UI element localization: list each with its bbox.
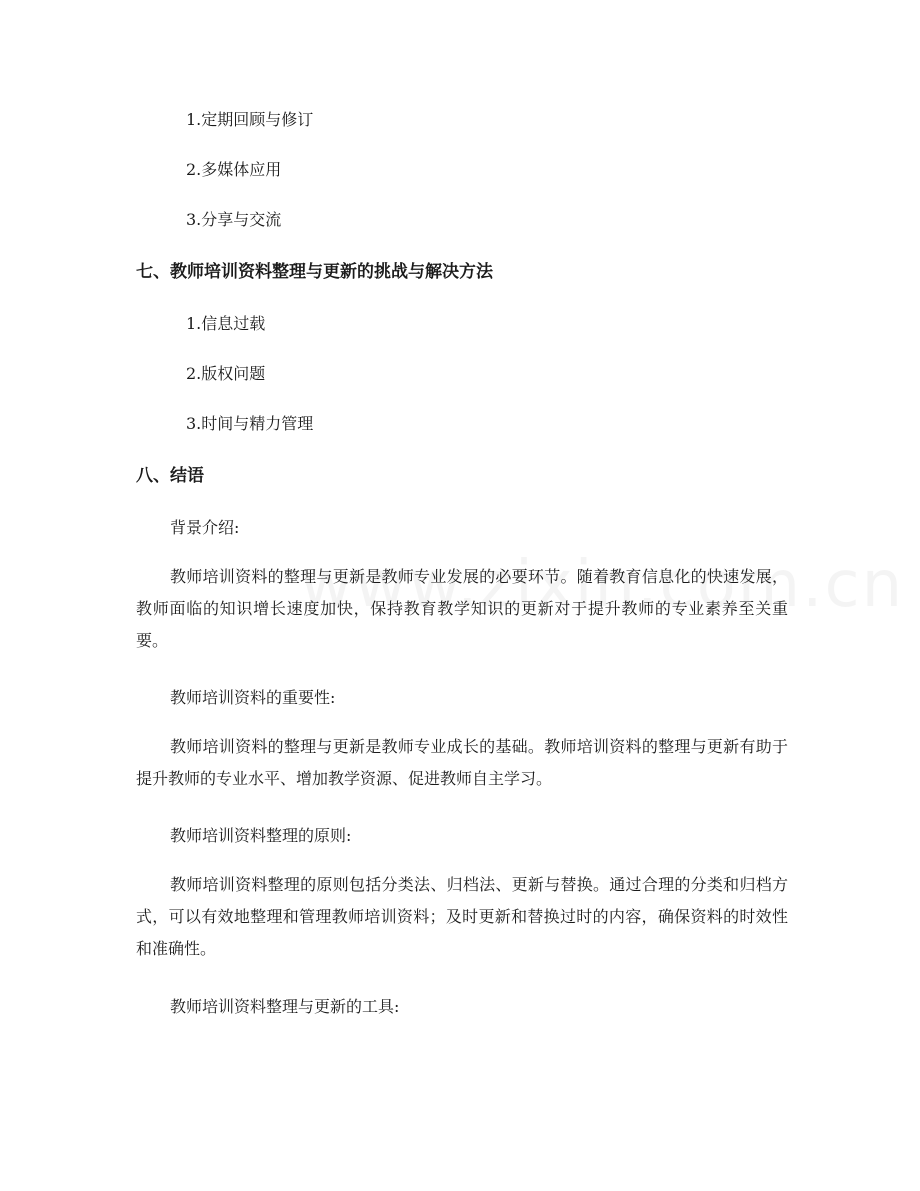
list-item: 3.分享与交流 [186, 210, 282, 229]
list-item: 1.信息过载 [186, 314, 266, 333]
paragraph: 教师培训资料整理的原则包括分类法、归档法、更新与替换。通过合理的分类和归档方式，可以有效地整理和管理教师培训资料；及时更新和替换过时的内容，确保资料的时效性和准确性。 [136, 875, 788, 958]
paragraph: 教师培训资料的整理与更新是教师专业成长的基础。教师培训资料的整理与更新有助于提升教师的专业水平、增加教学资源、促进教师自主学习。 [136, 737, 788, 788]
list-item: 2.多媒体应用 [186, 160, 282, 179]
paragraph-label: 背景介绍: [170, 518, 240, 537]
paragraph-label: 教师培训资料的重要性: [170, 688, 336, 707]
paragraph-label: 教师培训资料整理与更新的工具: [170, 997, 400, 1016]
section-heading: 八、结语 [136, 466, 204, 486]
paragraph-label: 教师培训资料整理的原则: [170, 826, 352, 845]
list-item: 1.定期回顾与修订 [186, 110, 314, 129]
list-item: 2.版权问题 [186, 364, 266, 383]
paragraph: 教师培训资料的整理与更新是教师专业发展的必要环节。随着教育信息化的快速发展，教师面临的知识增长速度加快，保持教育教学知识的更新对于提升教师的专业素养至关重要。 [136, 567, 788, 650]
list-item: 3.时间与精力管理 [186, 414, 314, 433]
section-heading: 七、教师培训资料整理与更新的挑战与解决方法 [136, 262, 493, 282]
